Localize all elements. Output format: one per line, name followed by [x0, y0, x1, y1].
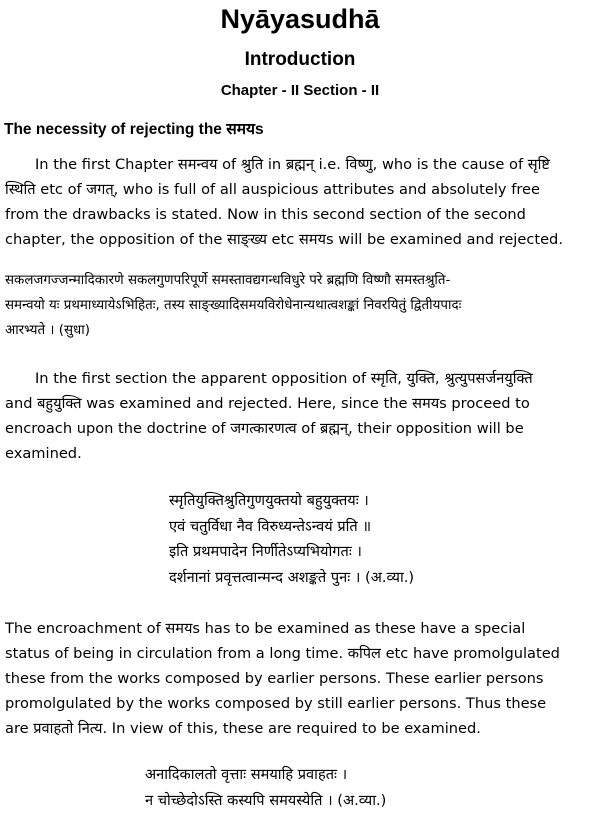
- verse-line: अनादिकालतो वृत्ताः समयाहि प्रवाहतः ।: [145, 766, 348, 783]
- text-line: from the drawbacks is stated. Now in this second section of the second: [5, 206, 526, 223]
- text-line: The encroachment of समयs has to be examined as these have a special: [5, 620, 526, 637]
- verse-line: दर्शनानां प्रवृत्तत्वान्मन्द अशङ्कते पुनः । (अ.व्या.): [169, 568, 415, 586]
- paragraph-encroachment: [5, 616, 595, 741]
- verse-line: स्मृतियुक्तिश्रुतिगुणयुक्तयो बहुयुक्तयः ।: [169, 492, 369, 509]
- text-line: status of being in circulation from a long time. कपिल etc have promolgulated: [5, 645, 560, 662]
- verse-block-2: [145, 762, 386, 813]
- text-line: समन्वयो यः प्रथमाध्यायेऽभिहितः, तस्य साङ्ख्यादिसमयविरोधेनान्यथात्वशङ्कां निवरयितुं द्वितीयपादः: [5, 298, 462, 313]
- verse-block-1: [169, 488, 414, 590]
- paragraph-first-section: [5, 366, 595, 466]
- text-line: आरभ्यते । (सुधा): [5, 323, 90, 338]
- text-line: and बहुयुक्ति was examined and rejected. Here, since the समयs proceed to: [5, 395, 530, 412]
- text-line: promolgulated by the works composed by still earlier persons. Thus these: [5, 695, 547, 712]
- text-line: are प्रवाहतो नित्य. In view of this, these are required to be examined.: [5, 720, 481, 737]
- text-line: स्थिति etc of जगत्, who is full of all auspicious attributes and absolutely free: [5, 181, 540, 198]
- page-title: Nyāyasudhā: [220, 4, 380, 34]
- text-line: In the first section the apparent opposition of स्मृति, युक्ति, श्रुत्युपसर्जनयुक्ति: [35, 370, 533, 387]
- sanskrit-paragraph: [5, 268, 595, 343]
- section-heading: The necessity of rejecting the समयs: [4, 121, 264, 138]
- page-subtitle: Introduction: [244, 49, 356, 70]
- verse-line: न चोच्छेदोऽस्ति कस्यपि समयस्येति । (अ.व्या.): [145, 791, 387, 809]
- text-line: encroach upon the doctrine of जगत्कारणत्व of ब्रह्मन्, their opposition will be: [5, 420, 524, 437]
- text-line: examined.: [5, 445, 82, 462]
- text-line: In the first Chapter समन्वय of श्रुति in ब्रह्मन् i.e. विष्णु, who is the cause of सृष्टि: [35, 156, 550, 173]
- text-line: these from the works composed by earlier persons. These earlier persons: [5, 670, 544, 687]
- paragraph-intro: [5, 152, 595, 252]
- verse-line: एवं चतुर्विधा नैव विरुध्यन्तेऽन्वयं प्रति ॥: [169, 517, 372, 535]
- verse-line: इति प्रथमपादेन निर्णीतेऽप्यभियोगतः ।: [169, 543, 362, 560]
- text-line: सकलजगज्जन्मादिकारणे सकलगुणपरिपूर्णे समस्तावद्यगन्धविधुरे परे ब्रह्मणि विष्णौ समस्तश्रुति-: [5, 273, 451, 288]
- text-line: chapter, the opposition of the साङ्ख्य etc समयs will be examined and rejected.: [5, 231, 563, 248]
- chapter-heading: Chapter - II Section - II: [220, 82, 380, 99]
